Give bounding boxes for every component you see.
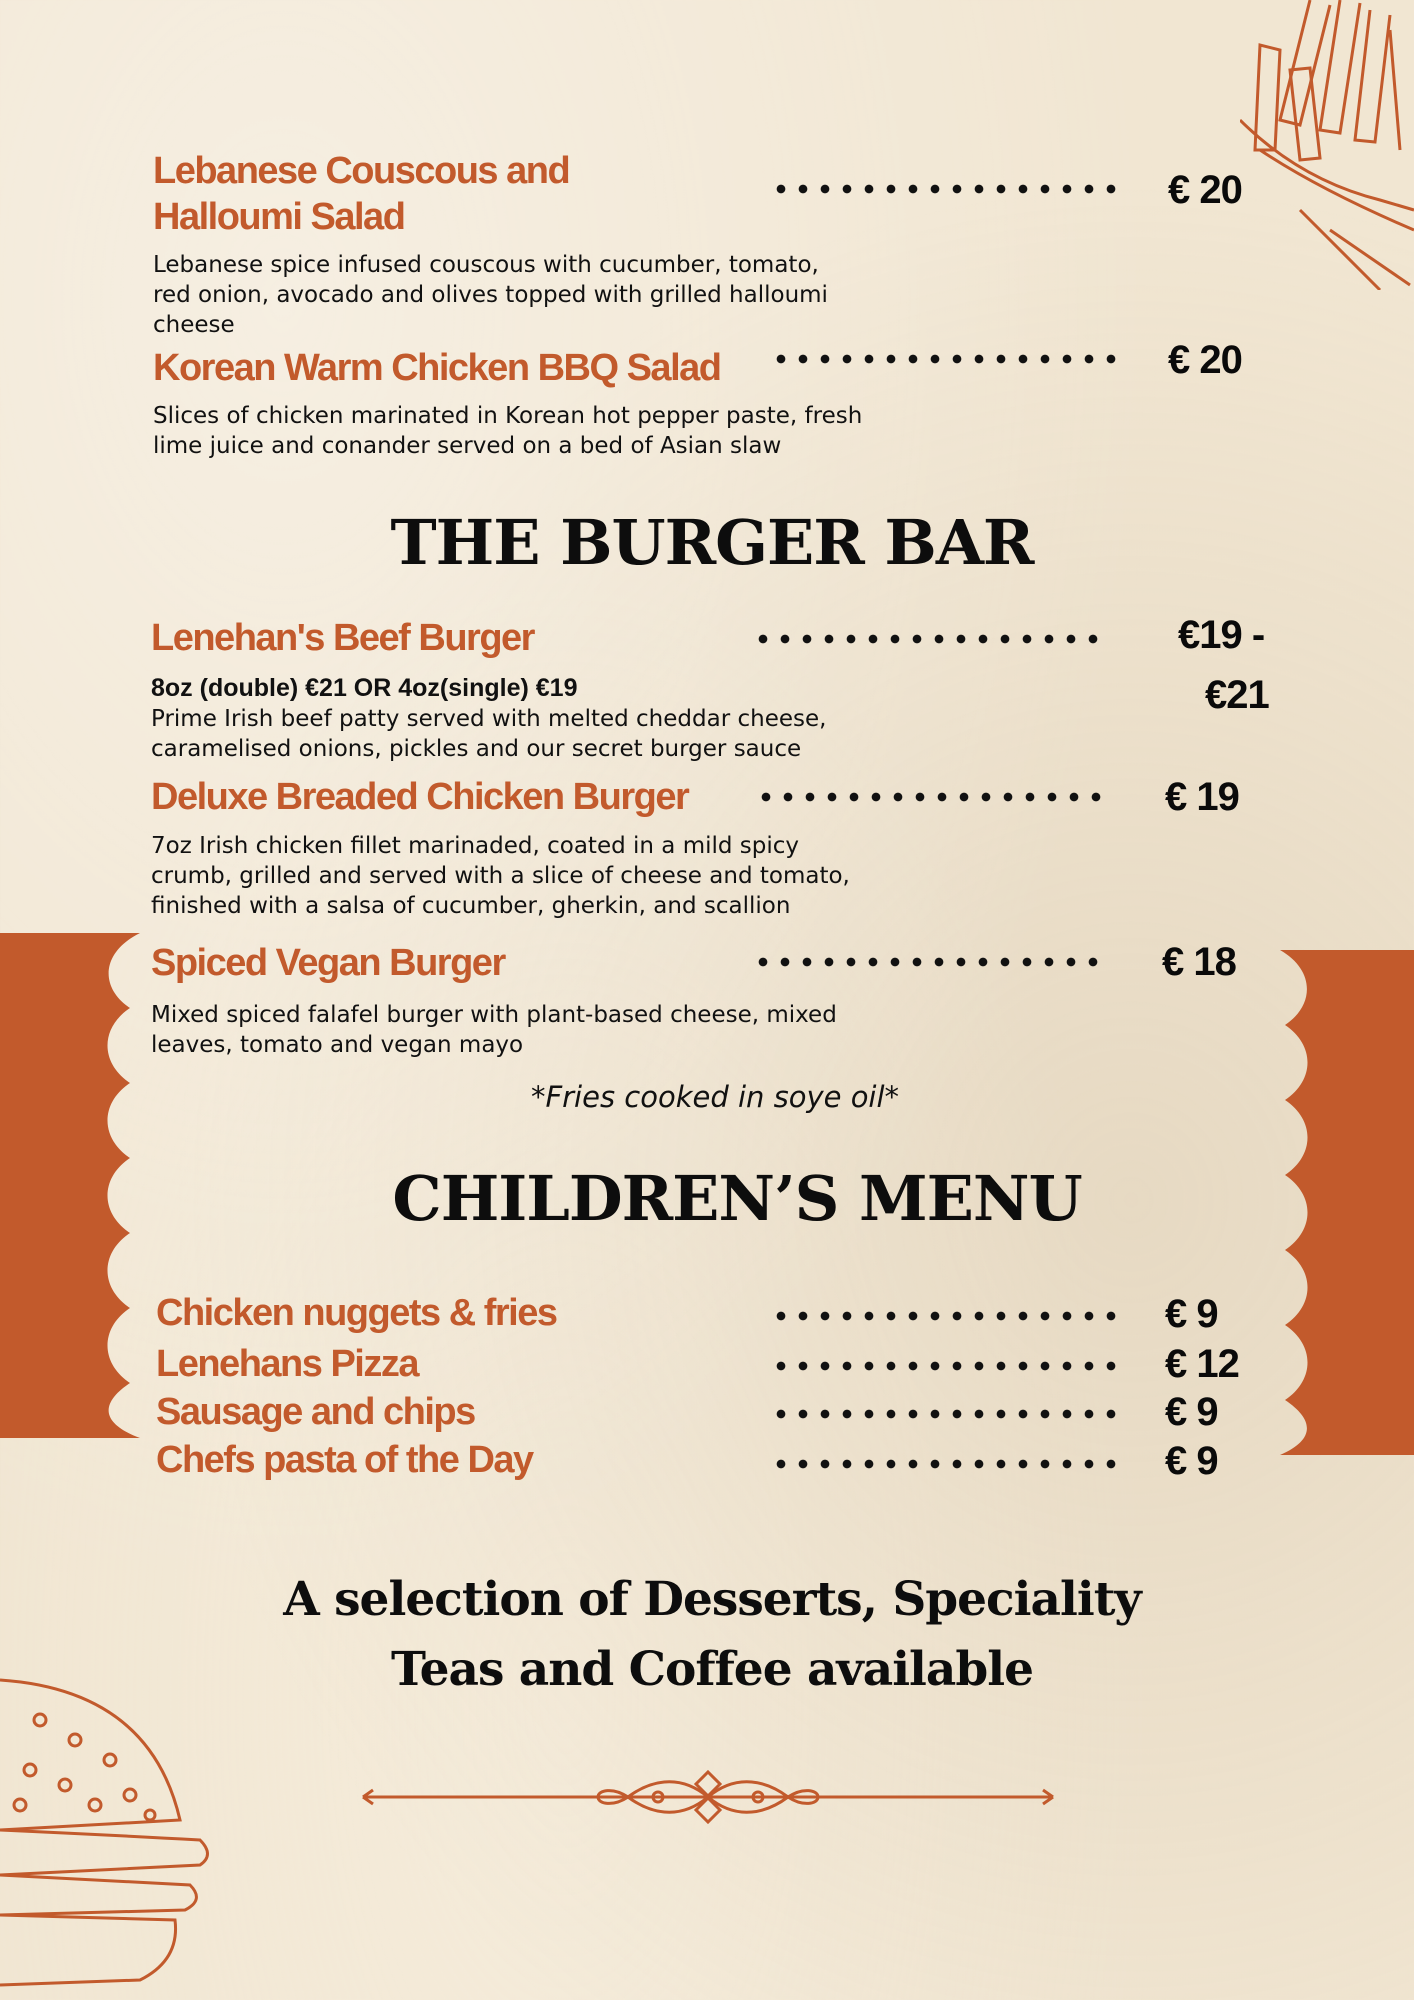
footer-line: A selection of Desserts, Speciality bbox=[283, 1572, 1141, 1627]
item-name-vegan-burger: Spiced Vegan Burger bbox=[151, 942, 505, 984]
item-name-chefs-pasta: Chefs pasta of the Day bbox=[156, 1439, 533, 1481]
item-price: € 20 bbox=[1168, 168, 1242, 212]
item-description bbox=[151, 831, 850, 921]
item-price-continued: €21 bbox=[1205, 673, 1269, 717]
item-name-line: Halloumi Salad bbox=[153, 196, 405, 238]
price-leader-dots bbox=[770, 1360, 1122, 1372]
item-price: € 9 bbox=[1165, 1390, 1218, 1434]
description-line: Lebanese spice infused couscous with cucumber, tomato, bbox=[153, 252, 819, 278]
description-line: Slices of chicken marinated in Korean hot pepper paste, fresh bbox=[153, 403, 863, 429]
description-line: crumb, grilled and served with a slice of cheese and tomato, bbox=[151, 863, 850, 889]
item-description bbox=[151, 704, 826, 764]
item-name-pizza: Lenehans Pizza bbox=[156, 1343, 418, 1385]
ornamental-divider-icon bbox=[358, 1762, 1058, 1832]
description-line: leaves, tomato and vegan mayo bbox=[151, 1032, 524, 1058]
item-price: € 19 bbox=[1165, 775, 1239, 819]
description-line: Mixed spiced falafel burger with plant-based cheese, mixed bbox=[151, 1002, 837, 1028]
description-line: cheese bbox=[153, 312, 235, 338]
description-line: lime juice and conander served on a bed of Asian slaw bbox=[153, 433, 782, 459]
description-line: Prime Irish beef patty served with melted cheddar cheese, bbox=[151, 706, 827, 732]
item-name-chicken-nuggets: Chicken nuggets & fries bbox=[156, 1292, 557, 1334]
price-leader-dots bbox=[770, 1458, 1122, 1470]
item-price: €19 - bbox=[1178, 613, 1265, 657]
item-name-chicken-burger: Deluxe Breaded Chicken Burger bbox=[151, 776, 689, 818]
description-line: 7oz Irish chicken fillet marinaded, coated in a mild spicy bbox=[151, 833, 800, 859]
price-leader-dots bbox=[770, 1408, 1122, 1420]
item-description bbox=[153, 250, 828, 340]
item-name-line: Lebanese Couscous and bbox=[153, 150, 570, 192]
item-price: € 20 bbox=[1168, 338, 1242, 382]
description-line: red onion, avocado and olives topped with grilled halloumi bbox=[153, 282, 828, 308]
item-description bbox=[153, 401, 862, 461]
price-leader-dots bbox=[752, 633, 1104, 645]
item-price: € 9 bbox=[1165, 1292, 1218, 1336]
description-line: finished with a salsa of cucumber, gherkin, and scallion bbox=[151, 893, 791, 919]
item-name-beef-burger: Lenehan's Beef Burger bbox=[151, 617, 534, 659]
price-leader-dots bbox=[755, 791, 1107, 803]
item-name-couscous-salad bbox=[153, 148, 569, 240]
item-price: € 9 bbox=[1165, 1439, 1218, 1483]
item-name-sausage-chips: Sausage and chips bbox=[156, 1391, 475, 1433]
footer-desserts-note bbox=[0, 1565, 1414, 1705]
fries-icon bbox=[1240, 0, 1414, 290]
footer-line: Teas and Coffee available bbox=[391, 1642, 1033, 1697]
item-price: € 12 bbox=[1165, 1342, 1239, 1386]
item-description bbox=[151, 1000, 837, 1060]
fries-oil-note: *Fries cooked in soye oil* bbox=[530, 1080, 900, 1114]
price-leader-dots bbox=[770, 1310, 1122, 1322]
price-leader-dots bbox=[752, 956, 1104, 968]
price-leader-dots bbox=[770, 353, 1122, 365]
section-title-burger-bar: THE BURGER BAR bbox=[390, 506, 1034, 579]
item-price: € 18 bbox=[1162, 940, 1236, 984]
description-line: caramelised onions, pickles and our secret burger sauce bbox=[151, 736, 802, 762]
burger-icon bbox=[0, 1660, 220, 2000]
section-title-childrens-menu: CHILDREN’S MENU bbox=[392, 1162, 1082, 1235]
item-sizes: 8oz (double) €21 OR 4oz(single) €19 bbox=[151, 674, 578, 702]
item-name-korean-salad: Korean Warm Chicken BBQ Salad bbox=[153, 347, 721, 389]
price-leader-dots bbox=[770, 183, 1122, 195]
